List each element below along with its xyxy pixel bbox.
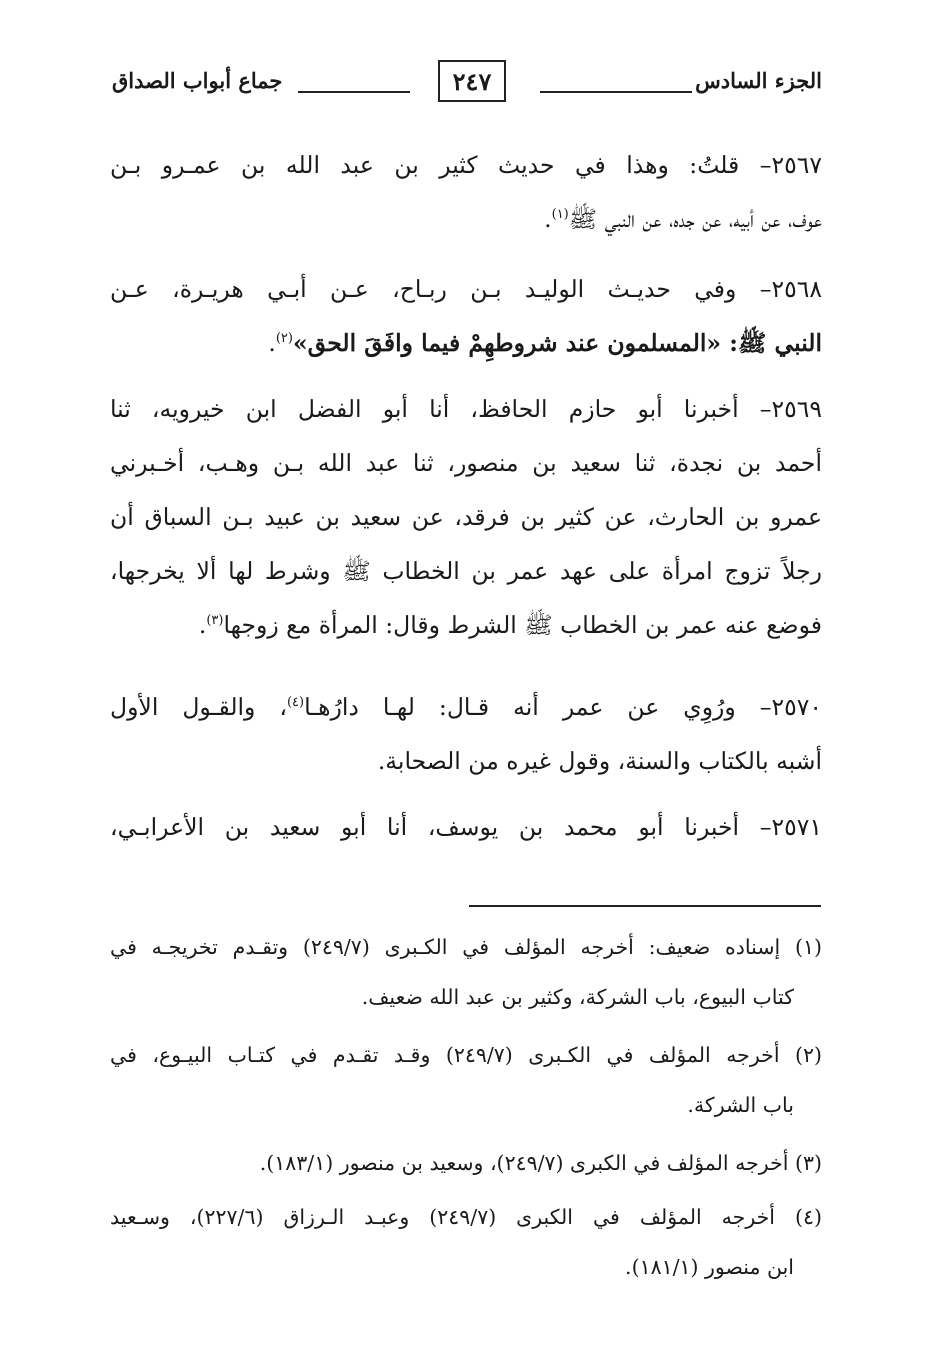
footnote-ref[interactable]: (٢) (275, 331, 293, 347)
text-line: ٢٥٦٧– قلتُ: وهذا في حديث كثير بن عبد الله بن عمـرو بـن (110, 151, 822, 179)
header-rule-right (540, 91, 692, 93)
footnote-4 (110, 1192, 822, 1292)
text-line: ٢٥٧١– أخبرنا أبو محمد بن يوسف، أنا أبو سعيد بن الأعرابـي، (110, 813, 822, 841)
text-line: ٢٥٦٩– أخبرنا أبو حازم الحافظ، أنا أبو الفضل ابن خيرويه، ثنا (110, 395, 822, 423)
footnote-line: (٣) أخرجه المؤلف في الكبرى (٢٤٩/٧)، وسعيد بن منصور (١٨٣/١). (259, 1151, 822, 1175)
paragraph-2567 (110, 138, 822, 246)
footnote-ref[interactable]: (٣) (206, 613, 224, 629)
footnote-ref[interactable]: (١) (551, 207, 569, 223)
chapter-title: جماع أبواب الصداق (112, 68, 283, 93)
footnote-separator (469, 905, 821, 907)
text-line: ٢٥٦٨– وفي حديـث الوليـد بـن ربـاح، عـن أبـي هريـرة، عـن (110, 275, 822, 303)
text-line: أشبه بالكتاب والسنة، وقول غيره من الصحابة. (377, 747, 822, 775)
footnote-line: كتاب البيوع، باب الشركة، وكثير بن عبد الله ضعيف. (361, 985, 794, 1009)
paragraph-2571 (110, 800, 822, 854)
footnote-line: باب الشركة. (687, 1093, 794, 1117)
footnote-3 (110, 1138, 822, 1188)
footnote-line: ابن منصور (١٨١/١). (625, 1255, 794, 1279)
footnote-line: (٤) أخرجه المؤلف في الكبرى (٢٤٩/٧) وعبـد الـرزاق (٢٢٧/٦)، وسـعيد (110, 1205, 822, 1229)
volume-title: الجزء السادس (695, 68, 822, 93)
text-line: عوف، عن أبيه، عن جده، عن النبي ﷺ$^{(١)}$. (544, 205, 822, 233)
text-line: عمرو بن الحارث، عن كثير بن فرقد، عن سعيد بن عبيد بـن السباق أن (110, 503, 822, 531)
text-line: رجلاً تزوج امرأة على عهد عمر بن الخطاب ﷺ وشرط لها ألا يخرجها، (110, 557, 822, 585)
running-header (112, 60, 822, 110)
text-line: ٢٥٧٠– ورُوِي عن عمر أنه قـال: لهـا دارُهـا$^{(٤)}$، والقـول الأول (110, 693, 822, 721)
footnote-1 (110, 922, 822, 1022)
footnote-2 (110, 1030, 822, 1130)
paragraph-2569 (110, 382, 822, 652)
footnote-line: (٢) أخرجه المؤلف في الكـبرى (٢٤٩/٧) وقـد تقـدم في كتـاب البيـوع، في (110, 1043, 823, 1067)
text-line: أحمد بن نجدة، ثنا سعيد بن منصور، ثنا عبد الله بـن وهـب، أخـبرني (110, 449, 822, 477)
paragraph-2568 (110, 262, 822, 370)
text-line: فوضع عنه عمر بن الخطاب ﷺ الشرط وقال: المرأة مع زوجها$^{(٣)}$. (198, 611, 822, 639)
header-rule-left (298, 91, 410, 93)
paragraph-2570 (110, 680, 822, 788)
footnote-line: (١) إسناده ضعيف: أخرجه المؤلف في الكـبرى (٢٤٩/٧) وتقـدم تخريجـه في (110, 935, 822, 959)
page-number: ٢٤٧ (438, 60, 506, 102)
footnote-ref[interactable]: (٤) (286, 695, 305, 711)
text-line: النبي ﷺ: «المسلمون عند شروطهِمْ فيما وافَقَ الحق»$^{(٢)}$. (268, 329, 822, 357)
